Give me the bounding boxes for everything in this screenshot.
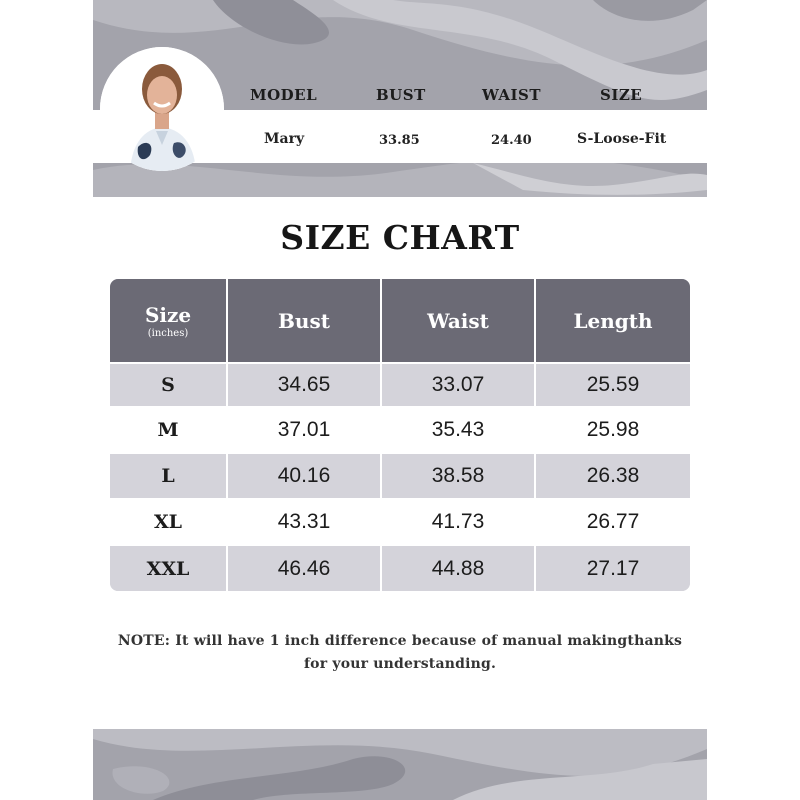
model-value-bust: 33.85	[379, 133, 420, 148]
table-row-bust: 34.65	[277, 373, 331, 396]
model-header-bust: BUST	[376, 86, 426, 104]
table-row-size: XL	[153, 511, 183, 533]
header-size	[110, 279, 226, 362]
table-row-size: XXL	[146, 557, 190, 580]
model-header-model: MODEL	[250, 86, 318, 104]
table-row-waist: 35.43	[431, 418, 485, 441]
marble-background-bottom	[93, 729, 707, 800]
model-avatar	[100, 47, 224, 171]
page-title: SIZE CHART	[280, 218, 520, 257]
table-row-bust: 46.46	[277, 556, 331, 580]
table-row-length: 26.38	[586, 464, 640, 487]
size-chart-page	[93, 0, 707, 800]
header-waist: Waist	[427, 308, 489, 333]
table-row-length: 26.77	[586, 510, 640, 533]
model-header-size: SIZE	[600, 86, 643, 104]
table-row-bust: 40.16	[277, 464, 331, 487]
note-text: NOTE: It will have 1 inch difference because of manual makingthanks for your understanding.	[117, 633, 683, 672]
table-row-waist: 38.58	[431, 464, 485, 487]
model-header-waist: WAIST	[482, 86, 542, 104]
header-size-label: Size	[144, 302, 192, 327]
table-row-waist: 41.73	[431, 510, 485, 533]
size-table	[110, 279, 690, 591]
table-row-waist: 44.88	[431, 556, 485, 580]
table-row-length: 27.17	[586, 556, 640, 580]
table-row-size: L	[161, 465, 175, 487]
table-row-length: 25.98	[586, 418, 640, 441]
header-size-unit: (inches)	[147, 327, 189, 339]
table-row-size: S	[161, 374, 175, 396]
model-value-name: Mary	[264, 131, 305, 147]
table-row-waist: 33.07	[431, 373, 485, 396]
table-row-size: M	[157, 419, 179, 441]
model-value-waist: 24.40	[491, 133, 532, 148]
model-value-size: S-Loose-Fit	[577, 131, 667, 147]
table-row-bust: 37.01	[277, 418, 331, 441]
header-length: Length	[573, 308, 653, 333]
header-bust: Bust	[278, 308, 330, 333]
table-row-length: 25.59	[586, 373, 640, 396]
table-row-bust: 43.31	[277, 510, 331, 533]
